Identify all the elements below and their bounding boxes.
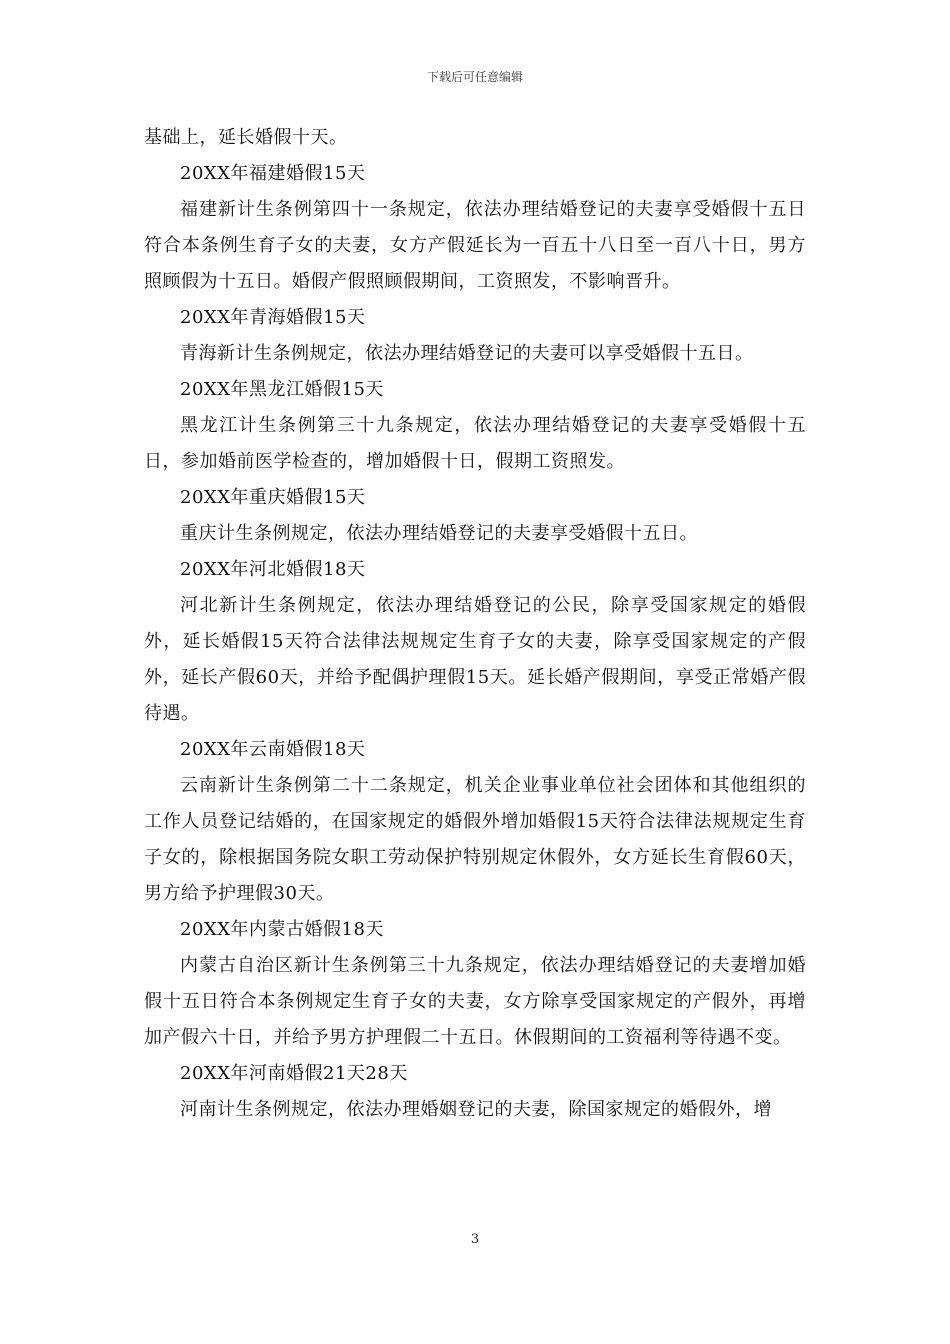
section-heading: 20XX年河南婚假21天28天 bbox=[180, 1063, 408, 1084]
paragraph: 青海新计生条例规定，依法办理结婚登记的夫妻可以享受婚假十五日。 bbox=[180, 343, 754, 364]
document-body bbox=[144, 120, 806, 1128]
paragraph: 内蒙古自治区新计生条例第三十九条规定，依法办理结婚登记的夫妻增加婚假十五日符合本条例规定生育子女的夫妻，女方除享受国家规定的产假外，再增加产假六十日，并给予男方护理假二十五日。休假期间的工资福利等待遇不变。 bbox=[144, 955, 806, 1048]
paragraph: 重庆计生条例规定，依法办理结婚登记的夫妻享受婚假十五日。 bbox=[180, 523, 698, 544]
section-heading: 20XX年内蒙古婚假18天 bbox=[180, 919, 384, 940]
paragraph: 黑龙江计生条例第三十九条规定，依法办理结婚登记的夫妻享受婚假十五日，参加婚前医学检查的，增加婚假十日，假期工资照发。 bbox=[144, 415, 806, 472]
section-heading: 20XX年福建婚假15天 bbox=[180, 163, 366, 184]
paragraph: 基础上，延长婚假十天。 bbox=[144, 127, 348, 148]
section-heading: 20XX年重庆婚假15天 bbox=[180, 487, 366, 508]
paragraph: 河南计生条例规定，依法办理婚姻登记的夫妻，除国家规定的婚假外，增 bbox=[180, 1099, 772, 1120]
page-number: 3 bbox=[470, 1232, 480, 1247]
section-heading: 20XX年云南婚假18天 bbox=[180, 739, 366, 760]
section-heading: 20XX年黑龙江婚假15天 bbox=[180, 379, 384, 400]
page-header: 下载后可任意编辑 bbox=[426, 70, 523, 84]
paragraph: 云南新计生条例第二十二条规定，机关企业事业单位社会团体和其他组织的工作人员登记结婚的，在国家规定的婚假外增加婚假15天符合法律法规规定生育子女的，除根据国务院女职工劳动保护特别规定休假外，女方延长生育假60天，男方给予护理假30天。 bbox=[144, 775, 806, 904]
paragraph: 福建新计生条例第四十一条规定，依法办理结婚登记的夫妻享受婚假十五日符合本条例生育子女的夫妻，女方产假延长为一百五十八日至一百八十日，男方照顾假为十五日。婚假产假照顾假期间，工资照发，不影响晋升。 bbox=[144, 199, 806, 292]
section-heading: 20XX年青海婚假15天 bbox=[180, 307, 366, 328]
paragraph: 河北新计生条例规定，依法办理结婚登记的公民，除享受国家规定的婚假外，延长婚假15天符合法律法规规定生育子女的夫妻，除享受国家规定的产假外，延长产假60天，并给予配偶护理假15天。延长婚产假期间，享受正常婚产假待遇。 bbox=[144, 595, 806, 724]
section-heading: 20XX年河北婚假18天 bbox=[180, 559, 366, 580]
